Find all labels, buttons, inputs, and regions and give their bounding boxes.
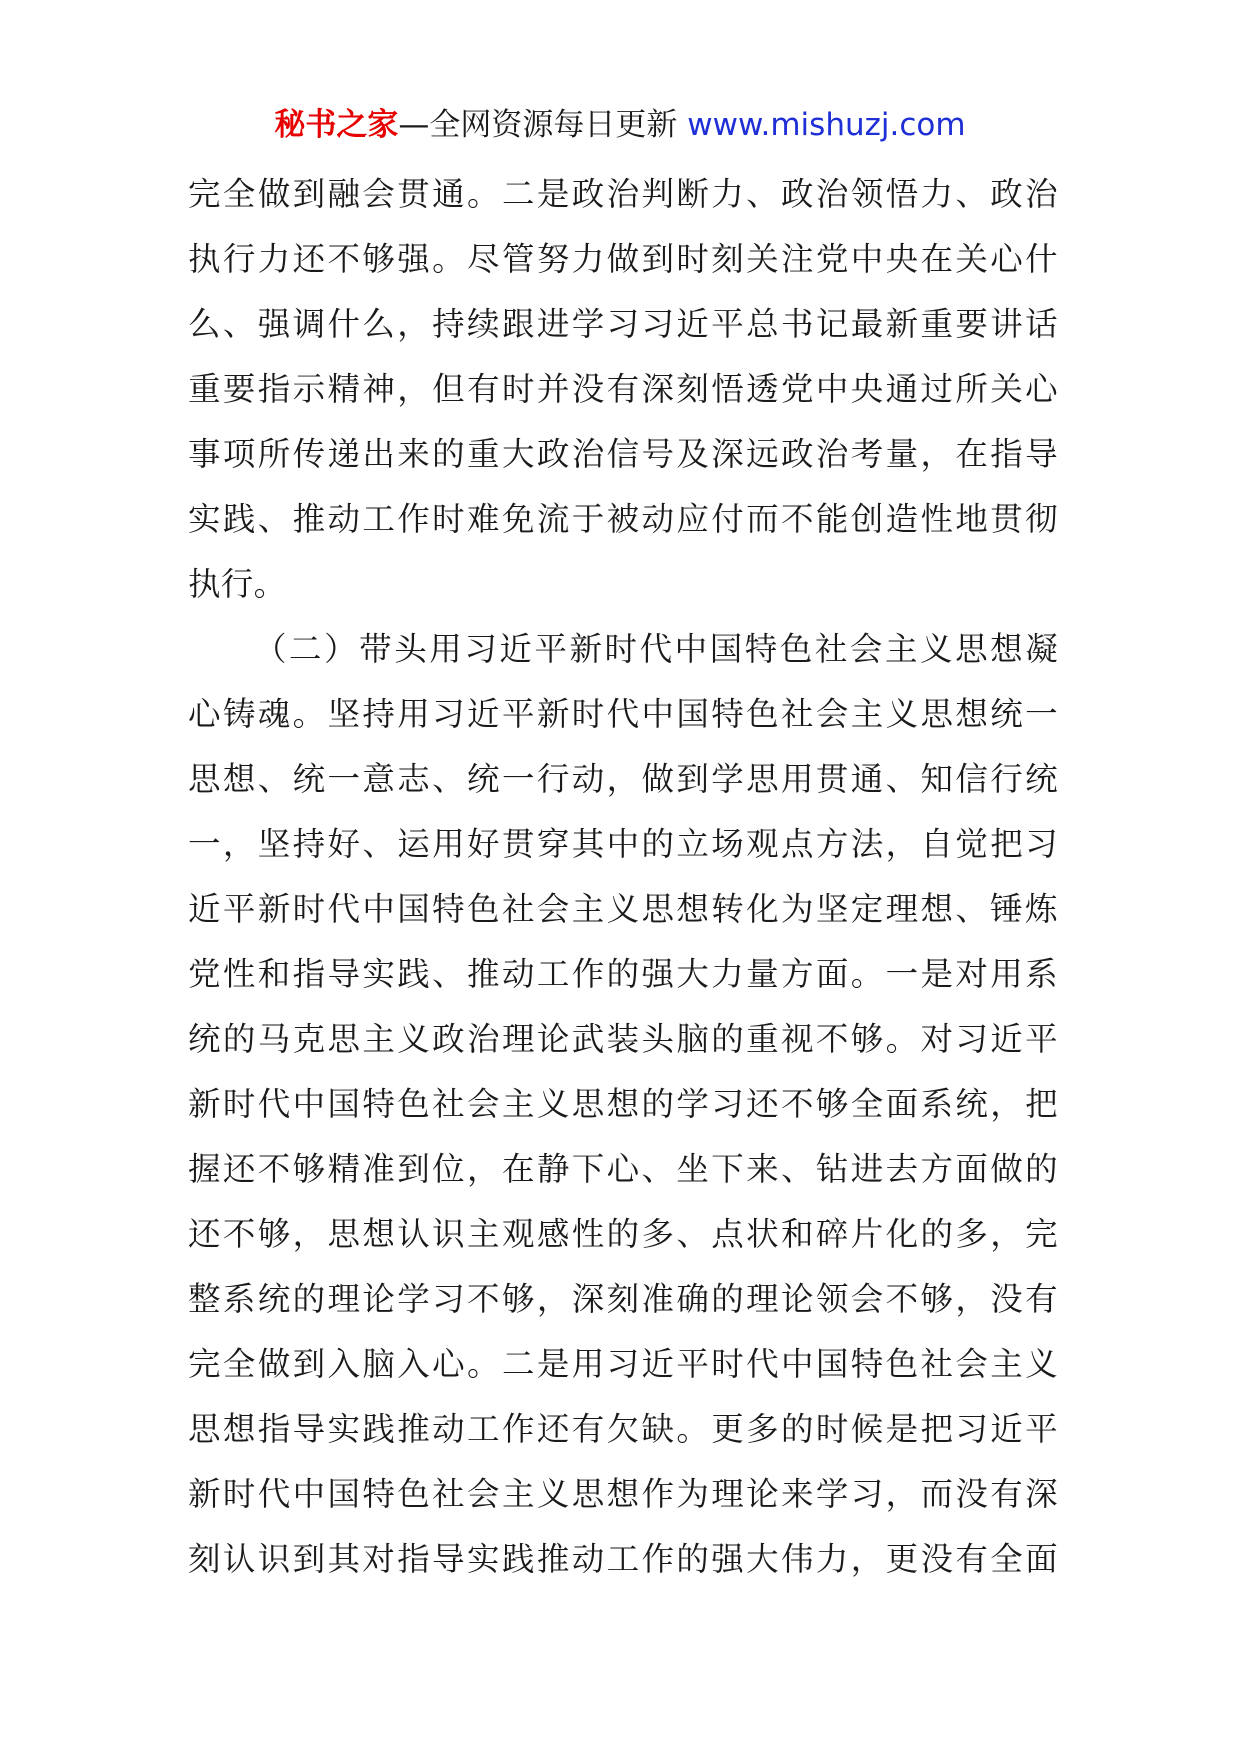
text-line-paragraph-end: 执行。 (188, 565, 287, 603)
text-line: 新时代中国特色社会主义思想的学习还不够全面系统，把 (188, 1085, 1058, 1123)
text-line: 新时代中国特色社会主义思想作为理论来学习，而没有深 (188, 1475, 1058, 1513)
section-heading-line: （二）带头用习近平新时代中国特色社会主义思想凝 (254, 630, 1058, 668)
text-line: 完全做到融会贯通。二是政治判断力、政治领悟力、政治 (188, 175, 1058, 213)
text-line: 一，坚持好、运用好贯穿其中的立场观点方法，自觉把习 (188, 825, 1058, 863)
site-url-link[interactable]: www.mishuzj.com (687, 107, 966, 143)
text-line: 统的马克思主义政治理论武装头脑的重视不够。对习近平 (188, 1020, 1058, 1058)
text-line: 心铸魂。坚持用习近平新时代中国特色社会主义思想统一 (188, 695, 1058, 733)
text-line: 执行力还不够强。尽管努力做到时刻关注党中央在关心什 (188, 240, 1058, 278)
text-line: 么、强调什么，持续跟进学习习近平总书记最新重要讲话 (188, 305, 1058, 343)
text-line: 思想、统一意志、统一行动，做到学思用贯通、知信行统 (188, 760, 1058, 798)
page-header (0, 100, 1240, 150)
brand-name: 秘书之家 (274, 107, 399, 143)
text-line: 实践、推动工作时难免流于被动应付而不能创造性地贯彻 (188, 500, 1058, 538)
text-line: 思想指导实践推动工作还有欠缺。更多的时候是把习近平 (188, 1410, 1058, 1448)
text-line: 握还不够精准到位，在静下心、坐下来、钻进去方面做的 (188, 1150, 1058, 1188)
text-line: 重要指示精神，但有时并没有深刻悟透党中央通过所关心 (188, 370, 1058, 408)
header-tagline: —全网资源每日更新 (398, 107, 688, 143)
text-line: 完全做到入脑入心。二是用习近平时代中国特色社会主义 (188, 1345, 1058, 1383)
text-line: 事项所传递出来的重大政治信号及深远政治考量，在指导 (188, 435, 1058, 473)
text-line: 还不够，思想认识主观感性的多、点状和碎片化的多，完 (188, 1215, 1058, 1253)
text-line: 近平新时代中国特色社会主义思想转化为坚定理想、锤炼 (188, 890, 1058, 928)
text-line: 整系统的理论学习不够，深刻准确的理论领会不够，没有 (188, 1280, 1058, 1318)
text-line: 党性和指导实践、推动工作的强大力量方面。一是对用系 (188, 955, 1058, 993)
document-body (188, 162, 1058, 1592)
text-line: 刻认识到其对指导实践推动工作的强大伟力，更没有全面 (188, 1540, 1058, 1578)
